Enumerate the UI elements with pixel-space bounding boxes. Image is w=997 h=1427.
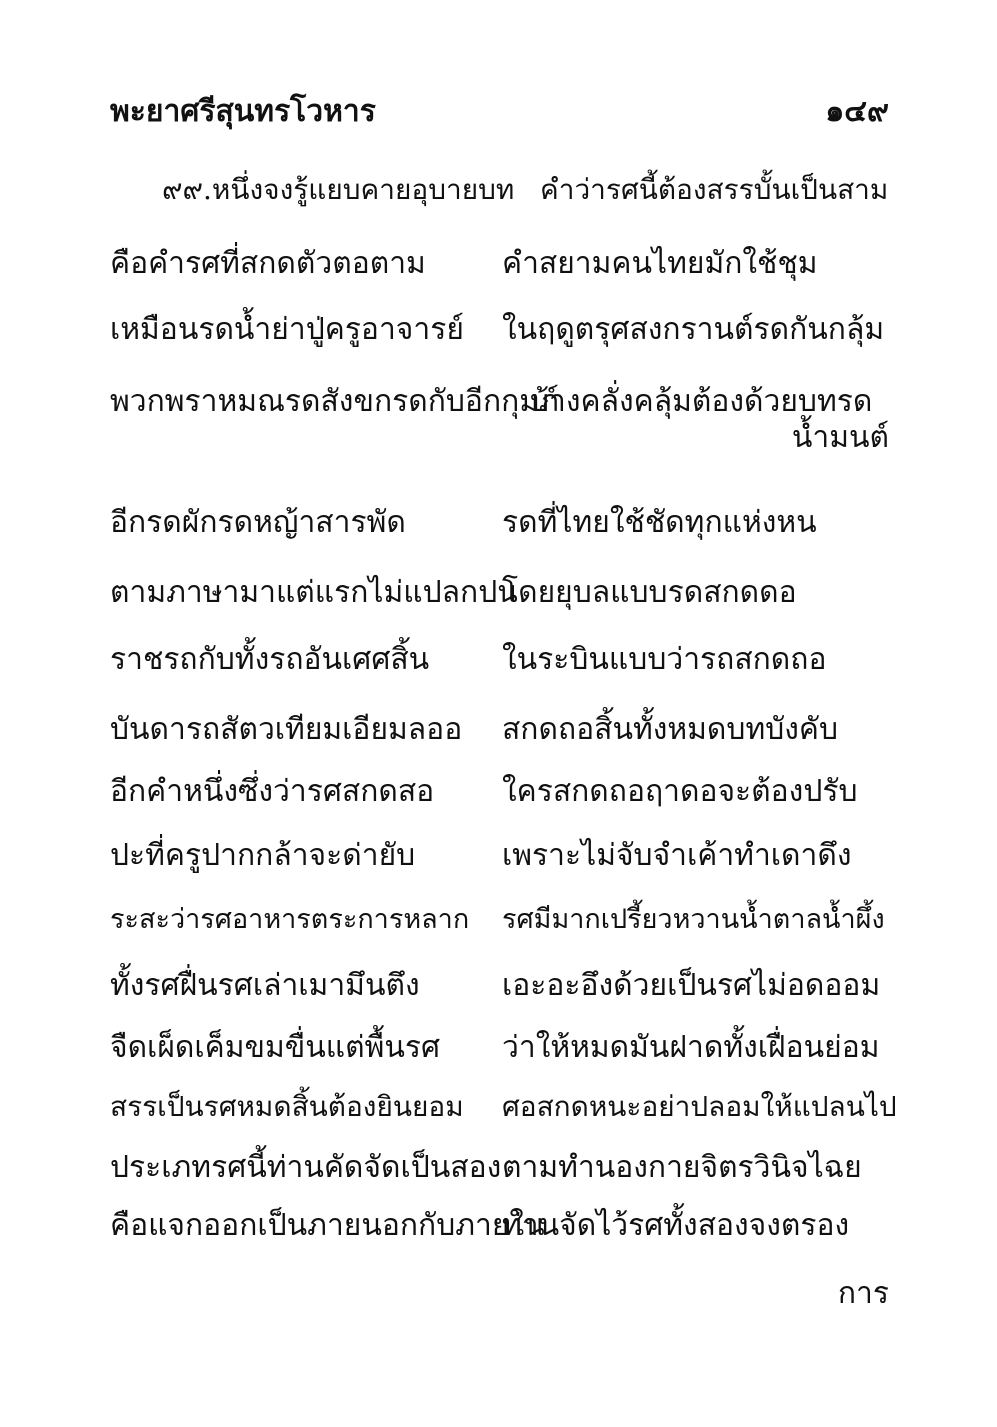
verse-second-half: เพราะไม่จับจำเค้าทำเดาดึง [502, 838, 852, 873]
verse-first-half: ราชรถกับทั้งรถอันเศศสิ้น [110, 642, 430, 677]
running-header [110, 88, 889, 138]
verse-second-half: รดที่ไทยใช้ชัดทุกแห่งหน [502, 505, 817, 540]
verse-overflow-line: น้ำมนต์ [791, 420, 889, 455]
verse-first-half: อีกคำหนึ่งซึ่งว่ารศสกดสอ [110, 774, 435, 809]
verse-line [110, 160, 890, 220]
verse-second-half: เอะอะอึงด้วยเป็นรศไม่อดออม [502, 968, 881, 1003]
verse-line [110, 762, 890, 822]
verse-second-half: โดยยุบลแบบรดสกดดอ [502, 575, 797, 610]
verse-line [110, 700, 890, 760]
verse-first-half: ประเภทรศนี้ท่านคัดจัดเป็นสอง [110, 1150, 502, 1185]
verse-first-half: สรรเป็นรศหมดสิ้นต้องยินยอม [110, 1090, 464, 1123]
verse-line [110, 630, 890, 690]
verse-line [110, 493, 890, 553]
verse-second-half: ใครสกดถอฤาดอจะต้องปรับ [502, 774, 858, 809]
verse-second-half: สกดถอสิ้นทั้งหมดบทบังคับ [502, 712, 839, 747]
verse-second-half: บ้างคลั่งคลุ้มต้องด้วยบทรด [530, 384, 873, 419]
verse-first-half: ๙๙.หนึ่งจงรู้แยบคายอุบายบท [162, 173, 515, 206]
verse-second-half: ตามทำนองกายจิตรวินิจไฉย [502, 1150, 862, 1185]
verse-line [110, 956, 890, 1016]
verse-second-half: คำสยามคนไทยมักใช้ชุม [502, 246, 818, 281]
verse-line [110, 890, 890, 950]
verse-first-half: ระสะว่ารศอาหารตระการหลาก [110, 904, 470, 935]
verse-line [110, 1138, 890, 1198]
verse-second-half: ในระบินแบบว่ารถสกดถอ [502, 642, 827, 677]
verse-first-half: เหมือนรดน้ำย่าปู่ครูอาจารย์ [110, 312, 464, 347]
verse-first-half: ปะที่ครูปากกล้าจะด่ายับ [110, 838, 416, 873]
catchword: การ [837, 1276, 889, 1311]
verse-first-half: ทั้งรศฝื่นรศเล่าเมามึนตึง [110, 968, 420, 1003]
verse-second-half: คำว่ารศนี้ต้องสรรบั้นเป็นสาม [540, 173, 889, 206]
verse-first-half: พวกพราหมณรดสังขกรดกับอีกกุมภ์ [110, 384, 559, 419]
verse-first-half: บันดารถสัตวเทียมเอียมลออ [110, 712, 463, 747]
verse-second-half: ท่านจัดไว้รศทั้งสองจงตรอง [502, 1208, 850, 1243]
verse-line [110, 1196, 890, 1256]
verse-second-half: ในฤดูตรุศสงกรานต์รดกันกลุ้ม [502, 312, 885, 347]
verse-line [110, 1018, 890, 1078]
verse-second-half: ศอสกดหนะอย่าปลอมให้แปลนไป [502, 1090, 897, 1123]
verse-first-half: จืดเผ็ดเค็มขมขื่นแต่พื้นรศ [110, 1030, 441, 1065]
verse-line [110, 234, 890, 294]
verse-first-half: อีกรดผักรดหญ้าสารพัด [110, 505, 406, 540]
verse-line [110, 300, 890, 360]
verse-second-half: รศมีมากเปรี้ยวหวานน้ำตาลน้ำผึ้ง [502, 904, 885, 935]
verse-first-half: คือแจกออกเป็นภายนอกกับภายใน [110, 1208, 545, 1243]
verse-first-half: ตามภาษามาแต่แรกไม่แปลกปน [110, 575, 518, 610]
verse-line [110, 372, 890, 432]
verse-second-half: ว่าให้หมดมันฝาดทั้งเฝื่อนย่อม [502, 1030, 880, 1065]
verse-line [110, 1077, 897, 1137]
page-number: ๑๔๙ [825, 94, 889, 129]
verse-line [110, 826, 890, 886]
verse-first-half: คือคำรศที่สกดตัวตอตาม [110, 246, 426, 281]
verse-line [110, 563, 890, 623]
running-title: พะยาศรีสุนทรโวหาร [110, 94, 376, 129]
